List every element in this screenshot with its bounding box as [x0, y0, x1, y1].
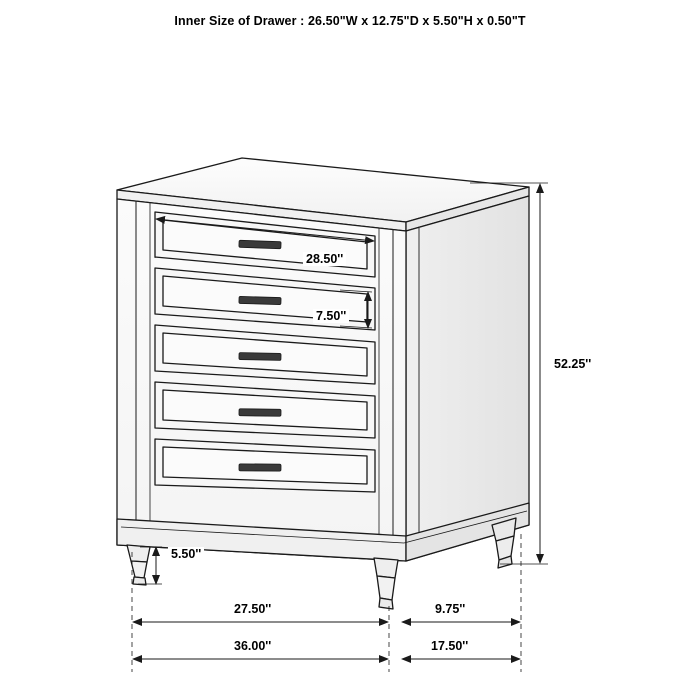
label-drawer-front-height: 7.50'' — [313, 309, 349, 323]
drawer-handle-1 — [239, 240, 281, 248]
drawer-handle-4 — [239, 409, 281, 417]
chest-body — [117, 158, 529, 609]
page-title: Inner Size of Drawer : 26.50"W x 12.75"D x 5.50"H x 0.50"T — [174, 14, 526, 28]
label-front-depth-width: 27.50'' — [231, 602, 274, 616]
chest-side-panel — [406, 196, 529, 561]
leg-back-right — [492, 518, 516, 568]
label-side-depth: 9.75'' — [432, 602, 468, 616]
label-total-height: 52.25'' — [551, 357, 594, 371]
leg-front-left — [127, 545, 150, 585]
drawer-handle-2 — [239, 296, 281, 304]
drawer-handle-5 — [239, 464, 281, 471]
label-drawer-width: 28.50'' — [303, 252, 346, 266]
label-overall-depth: 17.50'' — [428, 639, 471, 653]
leg-front-right — [374, 558, 398, 609]
label-leg-height: 5.50'' — [168, 547, 204, 561]
drawer-handle-3 — [239, 353, 281, 361]
label-overall-width: 36.00'' — [231, 639, 274, 653]
